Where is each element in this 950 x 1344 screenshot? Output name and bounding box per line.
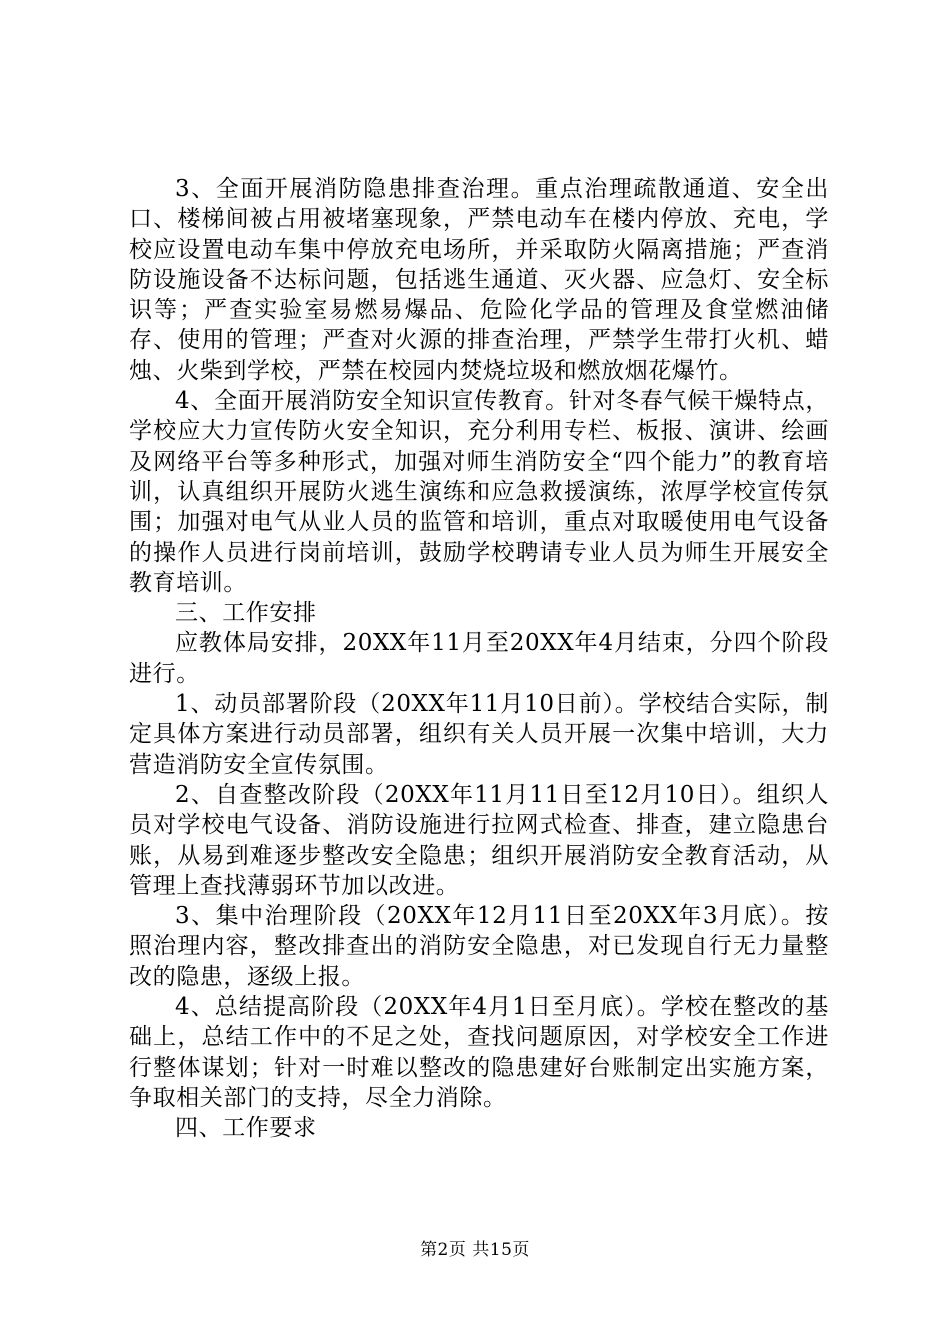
paragraph-arrangement-overview: 应教体局安排，20XX年11月至20XX年4月结束，分四个阶段进行。 [129, 630, 829, 687]
section-heading-work-arrangement: 三、工作安排 [175, 600, 317, 627]
paragraph-fire-safety-education: 4、全面开展消防安全知识宣传教育。针对冬春气候干燥特点，学校应大力宣传防火安全知识，充分利用专栏、板报、演讲、绘画及网络平台等多种形式，加强对师生消防安全“四个能力”的教育培训，认真组织开展防火逃生演练和应急救援演练，浓厚学校宣传氛围；加强对电气从业人员的监管和培训，重点对取暖使用电气设备的操作人员进行岗前培训，鼓励学校聘请专业人员为师生开展安全教育培训。 [129, 388, 829, 596]
paragraph-stage-mobilization: 1、动员部署阶段（20XX年11月10日前）。学校结合实际，制定具体方案进行动员部署，组织有关人员开展一次集中培训，大力营造消防安全宣传氛围。 [129, 691, 829, 778]
page-number-footer: 第2页 共15页 [420, 1240, 530, 1260]
section-heading-work-requirements: 四、工作要求 [175, 1115, 317, 1142]
paragraph-stage-summary: 4、总结提高阶段（20XX年4月1日至月底）。学校在整改的基础上，总结工作中的不足之处，查找问题原因，对学校安全工作进行整体谋划；针对一时难以整改的隐患建好台账制定出实施方案，争取相关部门的支持，尽全力消除。 [129, 994, 829, 1111]
paragraph-fire-hazard-inspection: 3、全面开展消防隐患排查治理。重点治理疏散通道、安全出口、楼梯间被占用被堵塞现象，严禁电动车在楼内停放、充电，学校应设置电动车集中停放充电场所，并采取防火隔离措施；严查消防设施设备不达标问题，包括逃生通道、灭火器、应急灯、安全标识等；严查实验室易燃易爆品、危险化学品的管理及食堂燃油储存、使用的管理；严查对火源的排查治理，严禁学生带打火机、蜡烛、火柴到学校，严禁在校园内焚烧垃圾和燃放烟花爆竹。 [129, 176, 829, 384]
paragraph-stage-centralized-governance: 3、集中治理阶段（20XX年12月11日至20XX年3月底）。按照治理内容，整改排查出的消防安全隐患，对已发现自行无力量整改的隐患，逐级上报。 [129, 903, 829, 990]
paragraph-stage-self-inspection: 2、自查整改阶段（20XX年11月11日至12月10日）。组织人员对学校电气设备、消防设施进行拉网式检查、排查，建立隐患台账，从易到难逐步整改安全隐患；组织开展消防安全教育活动，从管理上查找薄弱环节加以改进。 [129, 781, 829, 899]
document-body [129, 174, 829, 1144]
